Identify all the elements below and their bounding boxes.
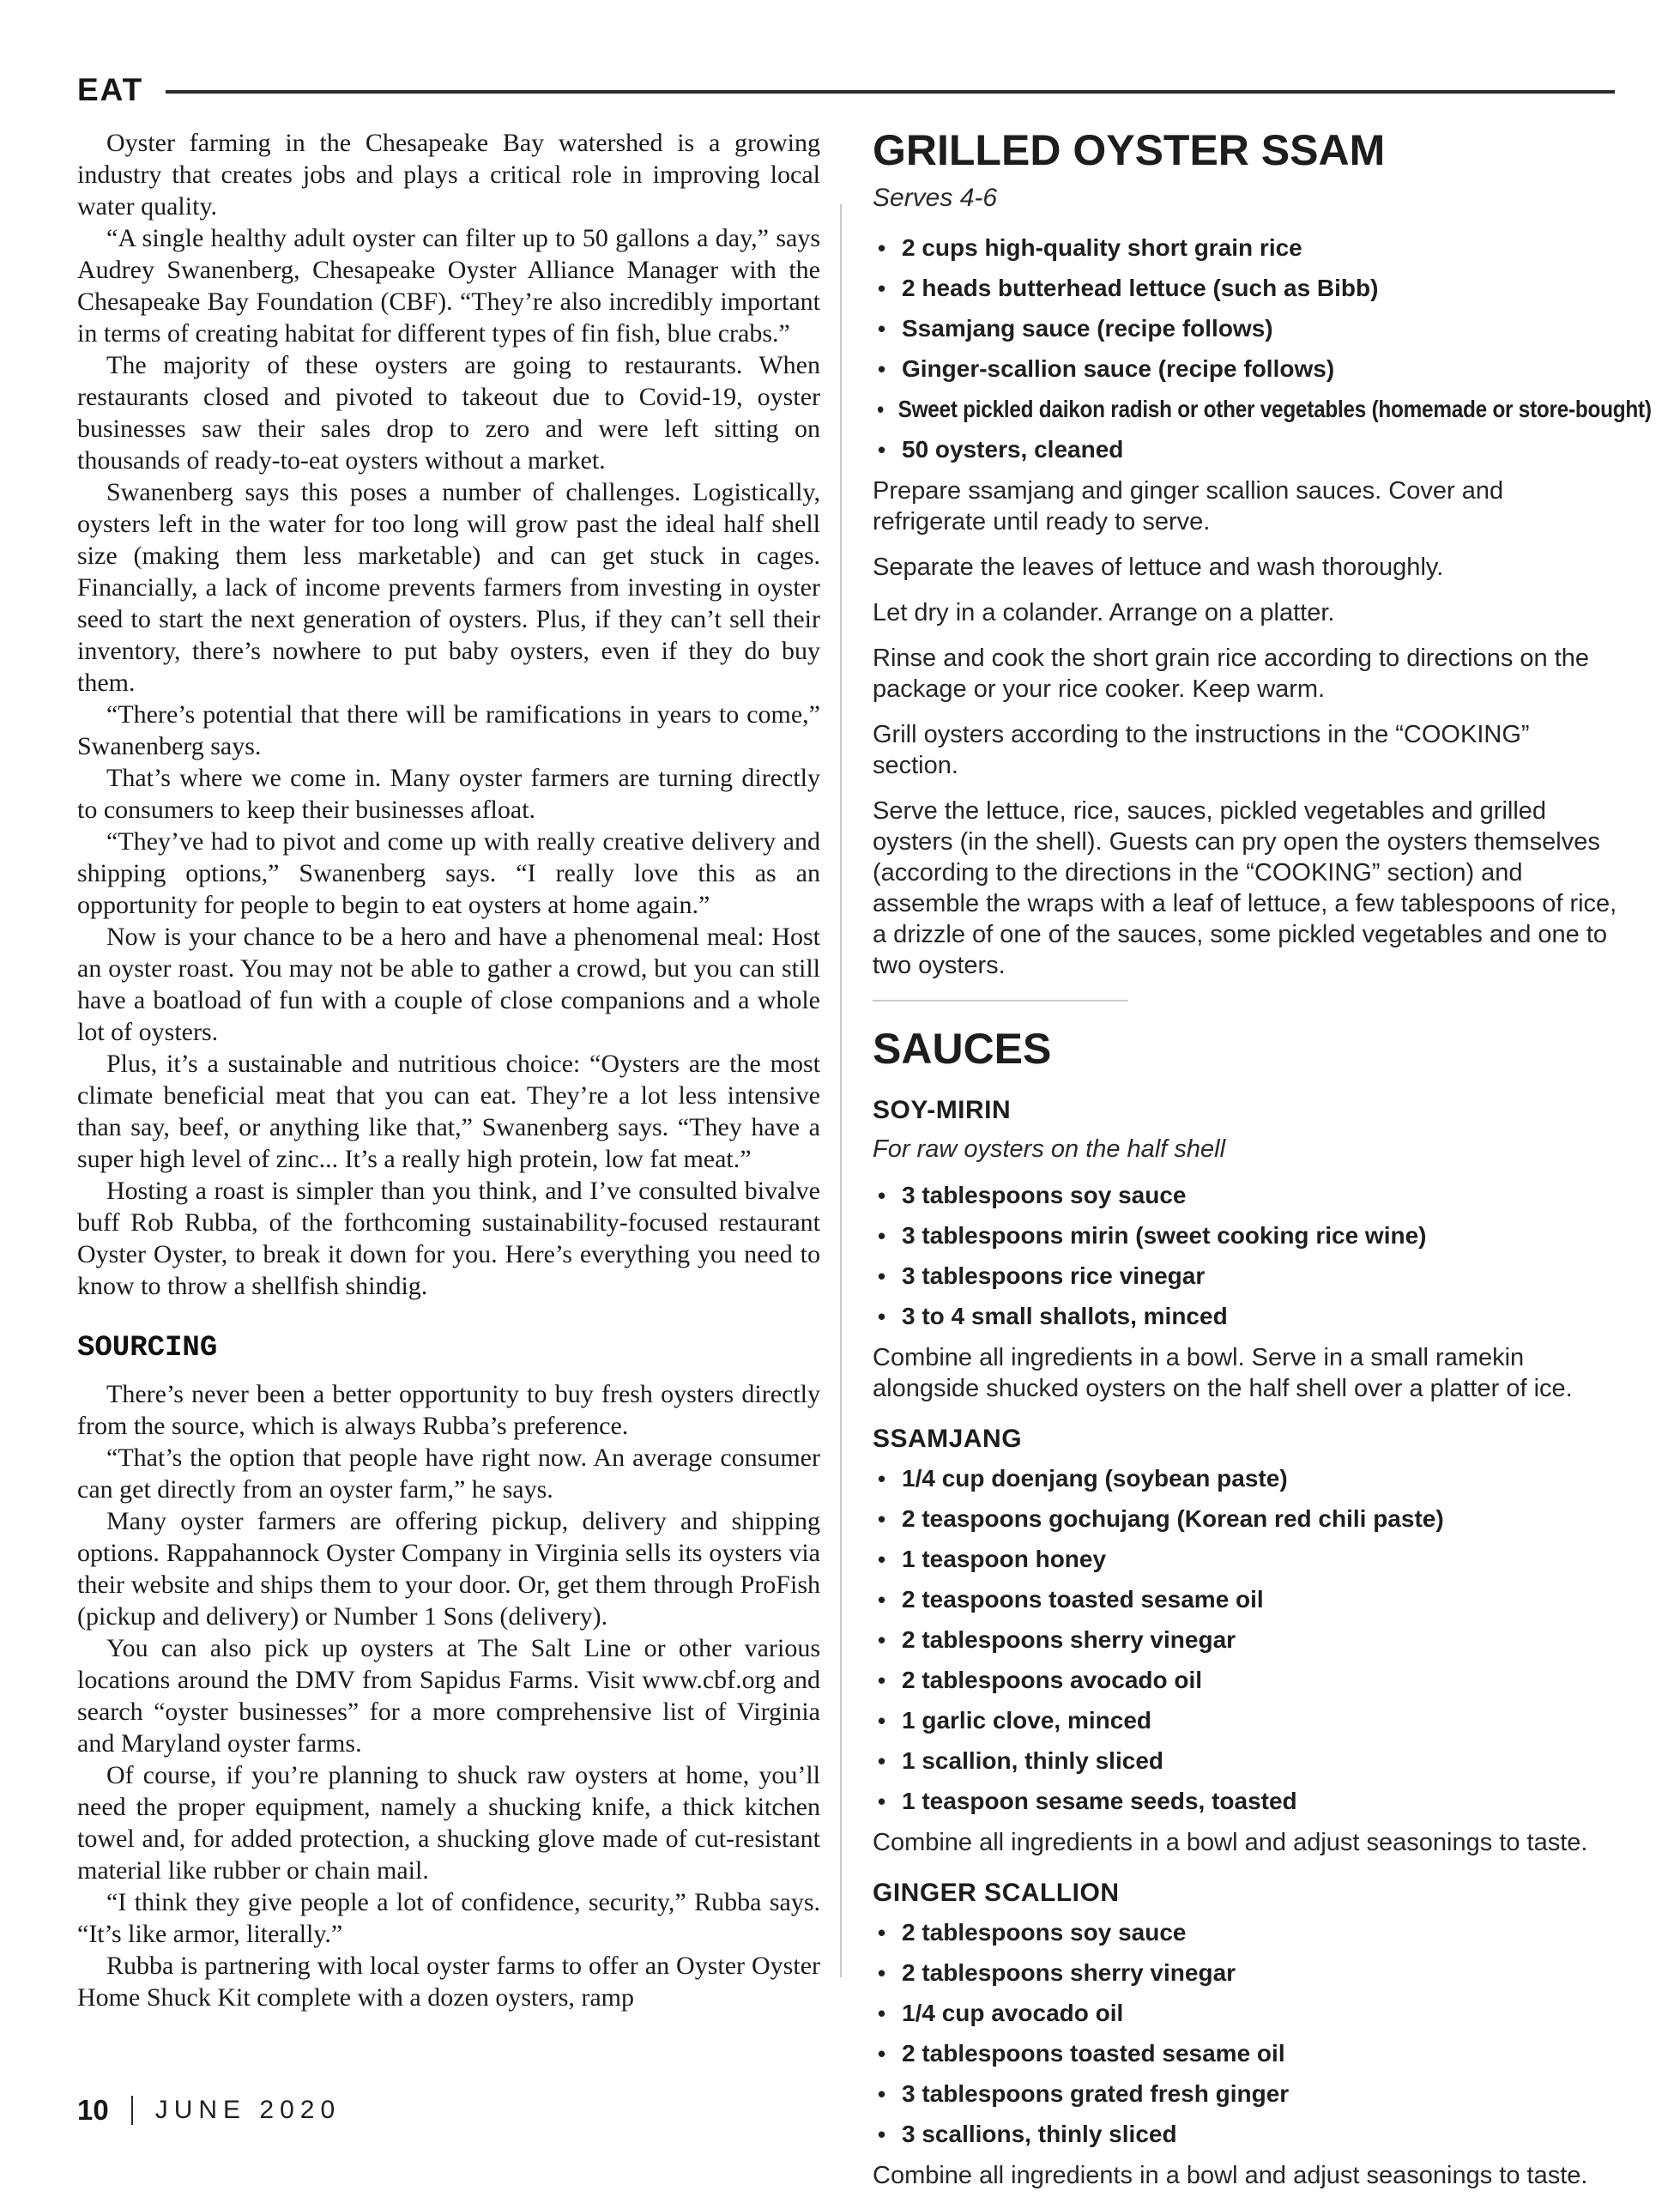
ingredient-item: • Sweet pickled daikon radish or other vegetables (homemade or store-bought) (873, 395, 1520, 424)
article-column (77, 127, 820, 2013)
ingredient-item: • 2 heads butterhead lettuce (such as Bibb) (873, 274, 1617, 303)
ingredient-item: • 1 scallion, thinly sliced (873, 1746, 1617, 1776)
article-paragraph: There’s never been a better opportunity to buy fresh oysters directly from the source, which is always Rubba’s preference. (77, 1380, 820, 1440)
ingredient-item: • Ssamjang sauce (recipe follows) (873, 314, 1617, 343)
article-paragraph: Of course, if you’re planning to shuck raw oysters at home, you’ll need the proper equipment, namely a shucking knife, a thick kitchen towel and, for added protection, a shucking glove made of cut-resistant material like rubber or chain mail. (77, 1761, 820, 1885)
article-paragraph: You can also pick up oysters at The Salt Line or other various locations around the DMV from Sapidus Farms. Visit www.cbf.org and search “oyster businesses” for a more comprehensive list of Virginia and Maryland oyster farms. (77, 1634, 820, 1758)
page-footer (77, 2094, 341, 2127)
ingredient-item: • 2 tablespoons toasted sesame oil (873, 2039, 1617, 2068)
article-paragraph: “A single healthy adult oyster can filter up to 50 gallons a day,” says Audrey Swanenberg, Chesapeake Oyster Alliance Manager with the Chesapeake Bay Foundation (CBF). “They’re also incredibly important in terms of creating habitat for different types of fin fish, blue crabs.” (77, 224, 820, 348)
ingredient-item: • 2 cups high-quality short grain rice (873, 233, 1617, 263)
ingredient-list (873, 1918, 1617, 2149)
ingredient-list (873, 1464, 1617, 1816)
ingredient-item: • 1 teaspoon sesame seeds, toasted (873, 1787, 1617, 1816)
subrecipe-note: For raw oysters on the half shell (873, 1135, 1226, 1163)
recipe-step: Grill oysters according to the instructions in the “COOKING” section. (873, 721, 1530, 779)
article-paragraph: “They’ve had to pivot and come up with really creative delivery and shipping options,” Swanenberg says. “I really love this as an opportunity for people to begin to eat oysters at home again.” (77, 827, 820, 919)
recipe-step: Prepare ssamjang and ginger scallion sauces. Cover and refrigerate until ready to serve. (873, 477, 1504, 536)
recipe-title: GRILLED OYSTER SSAM (873, 126, 1386, 174)
ingredient-list (873, 1181, 1617, 1331)
ingredient-item: • 2 teaspoons toasted sesame oil (873, 1585, 1617, 1614)
article-paragraph: “That’s the option that people have right now. An average consumer can get directly from an oyster farm,” he says. (77, 1443, 820, 1504)
column-divider (840, 204, 842, 1977)
recipe-step: Separate the leaves of lettuce and wash thoroughly. (873, 554, 1444, 581)
issue-date: JUNE 2020 (154, 2096, 341, 2124)
article-paragraph: Plus, it’s a sustainable and nutritious choice: “Oysters are the most climate beneficial meat that you can eat. They’re a lot less intensive than say, beef, or anything like that,” Swanenberg says. “They have a super high level of zinc... It’s a really high protein, low fat meat.” (77, 1050, 820, 1173)
recipe-step: Rinse and cook the short grain rice according to directions on the package or your rice cooker. Keep warm. (873, 645, 1590, 703)
ingredient-item: • 2 tablespoons soy sauce (873, 1918, 1617, 1947)
ingredient-item: • 2 teaspoons gochujang (Korean red chili paste) (873, 1504, 1617, 1534)
subrecipe-instruction: Combine all ingredients in a bowl and adjust seasonings to taste. (873, 2162, 1588, 2189)
ingredient-item: • 3 scallions, thinly sliced (873, 2120, 1617, 2149)
ingredient-item: • 1/4 cup doenjang (soybean paste) (873, 1464, 1617, 1493)
recipe-column (873, 125, 1652, 2197)
ingredient-item: • 1 teaspoon honey (873, 1545, 1617, 1574)
article-paragraph: “There’s potential that there will be ramifications in years to come,” Swanenberg says. (77, 700, 820, 760)
article-paragraph: That’s where we come in. Many oyster farmers are turning directly to consumers to keep their businesses afloat. (77, 764, 820, 824)
subrecipe-title: SOY-MIRIN (873, 1096, 1012, 1124)
article-paragraph: Rubba is partnering with local oyster farms to offer an Oyster Oyster Home Shuck Kit complete with a dozen oysters, ramp (77, 1952, 820, 2012)
ingredient-item: • 3 tablespoons soy sauce (873, 1181, 1617, 1210)
page-number: 10 (77, 2094, 109, 2126)
ingredient-item: • 2 tablespoons sherry vinegar (873, 1958, 1617, 1988)
sourcing-heading: SOURCING (77, 1332, 218, 1365)
ingredient-item: • 3 tablespoons rice vinegar (873, 1262, 1617, 1291)
subrecipe-title: SSAMJANG (873, 1425, 1023, 1453)
article-paragraph: Swanenberg says this poses a number of challenges. Logistically, oysters left in the water for too long will grow past the ideal half shell size (making them less marketable) and can get stuck in cages. Financially, a lack of income prevents farmers from investing in oyster seed to start the next generation of oysters. Plus, if they can’t sell their inventory, there’s nowhere to put baby oysters, even if they do buy them. (77, 478, 820, 697)
ingredient-list (873, 233, 1652, 464)
recipe-step: Serve the lettuce, rice, sauces, pickled vegetables and grilled oysters (in the shell). Guests can pry open the oysters themselves (according to the directions in the “COOKING” section) and assemble the wraps with a leaf of lettuce, a few tablespoons of rice, a drizzle of one of the sauces, some pickled vegetables and one to two oysters. (873, 797, 1617, 979)
ingredient-item: • 2 tablespoons sherry vinegar (873, 1625, 1617, 1655)
ingredient-item: • 1 garlic clove, minced (873, 1706, 1617, 1735)
ingredient-item: • 1/4 cup avocado oil (873, 1999, 1617, 2028)
section-divider (873, 1000, 1128, 1002)
article-paragraph: Hosting a roast is simpler than you think, and I’ve consulted bivalve buff Rob Rubba, of the forthcoming sustainability-focused restaurant Oyster Oyster, to break it down for you. Here’s everything you need to know to throw a shellfish shindig. (77, 1177, 820, 1300)
article-paragraph: The majority of these oysters are going to restaurants. When restaurants closed and pivoted to takeout due to Covid-19, oyster businesses saw their sales drop to zero and were left sitting on thousands of ready-to-eat oysters without a market. (77, 351, 820, 475)
ingredient-item: • 3 tablespoons grated fresh ginger (873, 2079, 1617, 2109)
article-paragraph: Oyster farming in the Chesapeake Bay watershed is a growing industry that creates jobs and plays a critical role in improving local water quality. (77, 129, 820, 221)
article-paragraph: Many oyster farmers are offering pickup, delivery and shipping options. Rappahannock Oyster Company in Virginia sells its oysters via their website and ships them to your door. Or, get them through ProFish (pickup and delivery) or Number 1 Sons (delivery). (77, 1507, 820, 1631)
ingredient-item: • 2 tablespoons avocado oil (873, 1666, 1617, 1695)
article-paragraph: “I think they give people a lot of confidence, security,” Rubba says. “It’s like armor, literally.” (77, 1888, 820, 1948)
header-rule (166, 90, 1615, 94)
subrecipe-instruction: Combine all ingredients in a bowl and adjust seasonings to taste. (873, 1829, 1588, 1856)
ingredient-item: • 3 to 4 small shallots, minced (873, 1302, 1617, 1331)
recipe-serves: Serves 4-6 (873, 184, 998, 212)
ingredient-item: • 50 oysters, cleaned (873, 435, 1617, 464)
footer-separator (131, 2096, 133, 2125)
section-header (77, 72, 1615, 108)
article-paragraph: Now is your chance to be a hero and have a phenomenal meal: Host an oyster roast. You may not be able to gather a crowd, but you can still have a boatload of fun with a couple of close companions and a whole lot of oysters. (77, 923, 820, 1046)
subrecipe-title: GINGER SCALLION (873, 1879, 1120, 1907)
recipe-step: Let dry in a colander. Arrange on a platter. (873, 599, 1335, 626)
ingredient-item: • 3 tablespoons mirin (sweet cooking rice wine) (873, 1221, 1617, 1250)
section-label: EAT (77, 72, 144, 107)
sauces-title: SAUCES (873, 1025, 1052, 1073)
ingredient-item: • Ginger-scallion sauce (recipe follows) (873, 354, 1617, 384)
subrecipe-instruction: Combine all ingredients in a bowl. Serve in a small ramekin alongside shucked oysters on the half shell over a platter of ice. (873, 1344, 1573, 1402)
